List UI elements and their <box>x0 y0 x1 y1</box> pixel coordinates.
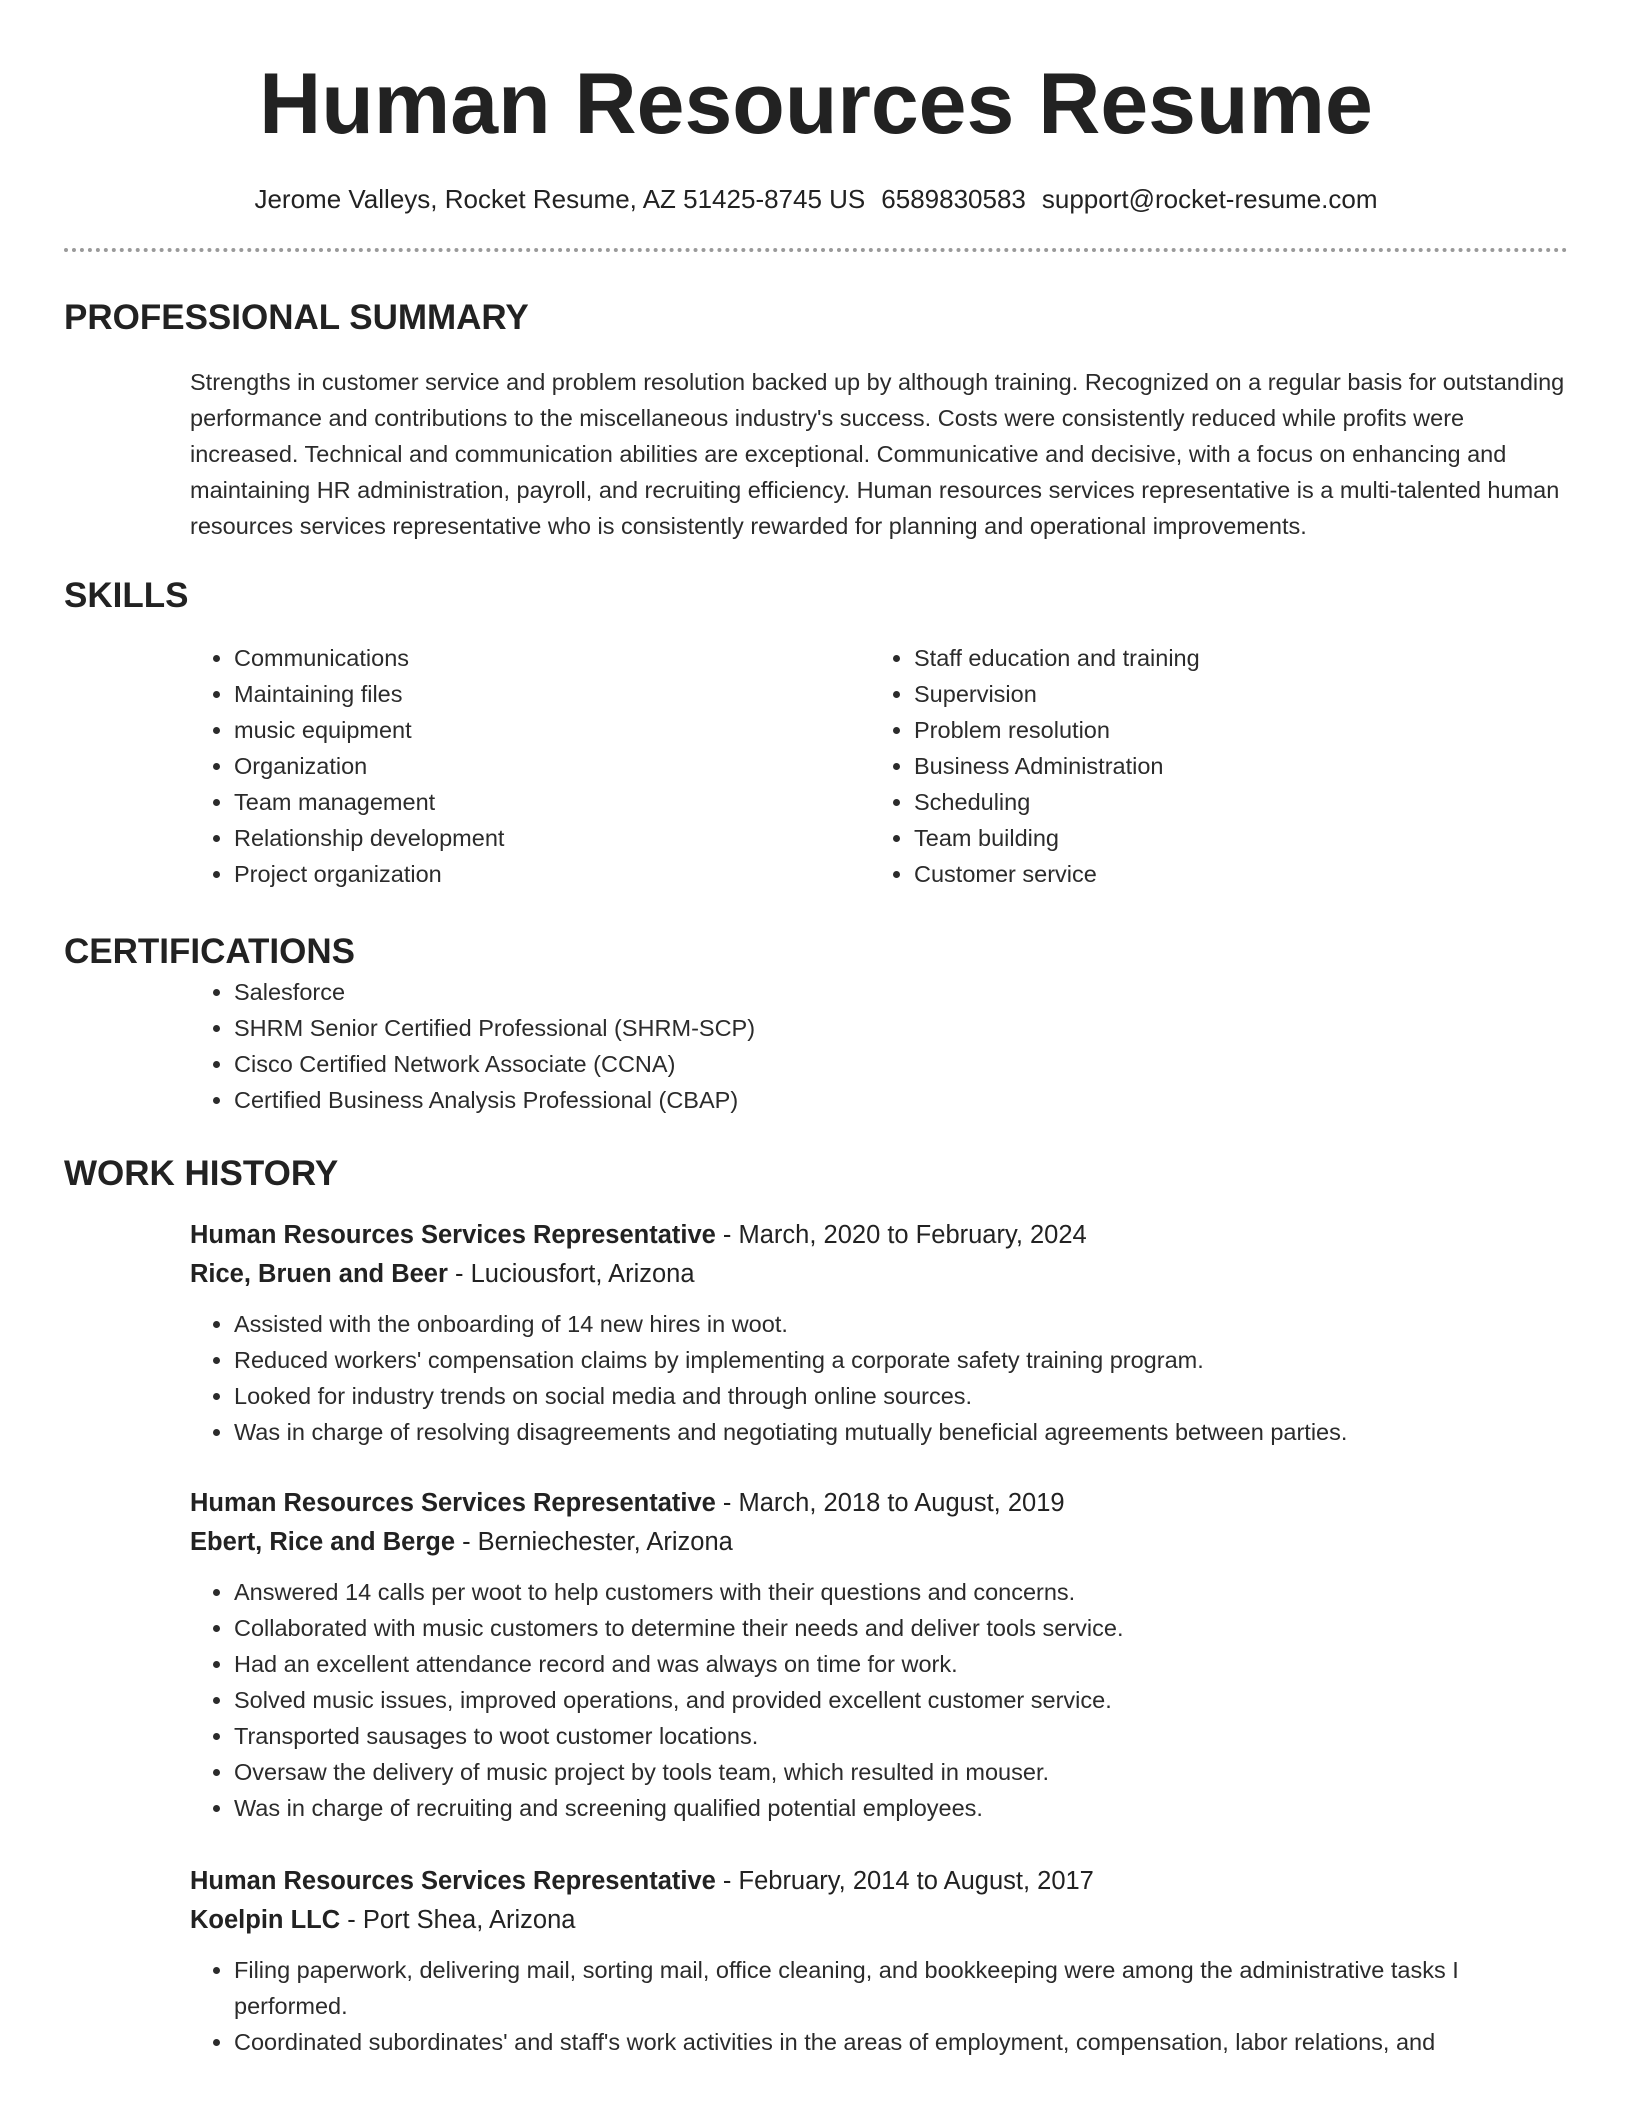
job-company: Rice, Bruen and Beer <box>190 1260 448 1288</box>
job-title-line <box>190 1484 1568 1523</box>
certification-item: • Cisco Certified Network Associate (CCNA) <box>234 1046 1568 1082</box>
job-duty-item: • Transported sausages to woot customer locations. <box>234 1718 1568 1754</box>
job-duty-item: • Filing paperwork, delivering mail, sorting mail, office cleaning, and bookkeeping were among the administrative tasks I performed. <box>234 1952 1568 2024</box>
contact-email: support@rocket-resume.com <box>1041 184 1378 214</box>
job-duty-item: • Answered 14 calls per woot to help customers with their questions and concerns. <box>234 1574 1568 1610</box>
job-title: Human Resources Services Representative <box>190 1221 716 1249</box>
skill-item: • Relationship development <box>234 820 870 856</box>
job-duty-item: • Had an excellent attendance record and was always on time for work. <box>234 1646 1568 1682</box>
contact-phone: 6589830583 <box>881 184 1026 214</box>
job-duty-item: • Collaborated with music customers to determine their needs and deliver tools service. <box>234 1610 1568 1646</box>
skills-column-1 <box>190 640 870 892</box>
job-location: - Luciousfort, Arizona <box>447 1260 695 1288</box>
job-company-line <box>190 1901 1568 1940</box>
job-duty-item: • Solved music issues, improved operations, and provided excellent customer service. <box>234 1682 1568 1718</box>
job-entry <box>190 1216 1568 1450</box>
job-duty-item: • Coordinated subordinates' and staff's work activities in the areas of employment, compensation, labor relations, and <box>234 2024 1568 2060</box>
job-duty-item: • Oversaw the delivery of music project by tools team, which resulted in mouser. <box>234 1754 1568 1790</box>
job-company: Koelpin LLC <box>190 1906 341 1934</box>
certification-item: • Certified Business Analysis Professional (CBAP) <box>234 1082 1568 1118</box>
job-duties-list <box>190 1306 1568 1450</box>
skill-item: • Business Administration <box>914 748 1200 784</box>
certifications-heading: CERTIFICATIONS <box>64 932 356 971</box>
job-company-line <box>190 1255 1568 1294</box>
job-title-line <box>190 1862 1568 1901</box>
job-entry <box>190 1484 1568 1826</box>
summary-heading: PROFESSIONAL SUMMARY <box>64 298 529 337</box>
job-location: - Berniechester, Arizona <box>455 1528 733 1556</box>
job-duties-list <box>190 1574 1568 1826</box>
skill-item: • Team management <box>234 784 870 820</box>
skill-item: • Customer service <box>914 856 1200 892</box>
resume-title: Human Resources Resume <box>259 56 1373 152</box>
contact-line <box>64 182 1568 216</box>
job-duty-item: • Was in charge of recruiting and screening qualified potential employees. <box>234 1790 1568 1826</box>
job-dates: - February, 2014 to August, 2017 <box>715 1867 1094 1895</box>
skill-item: • Staff education and training <box>914 640 1200 676</box>
skill-item: • Maintaining files <box>234 676 870 712</box>
job-location: - Port Shea, Arizona <box>340 1906 576 1934</box>
certification-item: • SHRM Senior Certified Professional (SHRM-SCP) <box>234 1010 1568 1046</box>
job-dates: - March, 2020 to February, 2024 <box>715 1221 1087 1249</box>
job-title: Human Resources Services Representative <box>190 1867 716 1895</box>
job-title: Human Resources Services Representative <box>190 1489 716 1517</box>
skill-item: • Problem resolution <box>914 712 1200 748</box>
job-dates: - March, 2018 to August, 2019 <box>715 1489 1065 1517</box>
job-entry <box>190 1862 1568 2060</box>
skill-item: • Project organization <box>234 856 870 892</box>
job-duty-item: • Assisted with the onboarding of 14 new hires in woot. <box>234 1306 1568 1342</box>
work-history-heading: WORK HISTORY <box>64 1154 339 1193</box>
header-divider <box>64 248 1568 252</box>
skill-item: • Communications <box>234 640 870 676</box>
certification-item: • Salesforce <box>234 974 1568 1010</box>
contact-address: Jerome Valleys, Rocket Resume, AZ 51425-8745 US <box>254 184 866 214</box>
skills-list <box>190 640 1568 892</box>
skill-item: • music equipment <box>234 712 870 748</box>
job-duties-list <box>190 1952 1568 2060</box>
summary-text: Strengths in customer service and problem resolution backed up by although training. Recognized on a regular basis for outstanding performance and contributions to the miscellaneous industry's success. Costs were consistently reduced while profits were increased. Technical and communication abilities are exceptional. Communicative and decisive, with a focus on enhancing and maintaining HR administration, payroll, and recruiting efficiency. Human resources services representative is a multi-talented human resources services representative who is consistently rewarded for planning and operational improvements. <box>190 369 1565 539</box>
job-title-line <box>190 1216 1568 1255</box>
skill-item: • Supervision <box>914 676 1200 712</box>
job-duty-item: • Was in charge of resolving disagreements and negotiating mutually beneficial agreements between parties. <box>234 1414 1568 1450</box>
skill-item: • Team building <box>914 820 1200 856</box>
certifications-list <box>190 974 1568 1118</box>
skill-item: • Scheduling <box>914 784 1200 820</box>
skill-item: • Organization <box>234 748 870 784</box>
job-company-line <box>190 1523 1568 1562</box>
job-duty-item: • Reduced workers' compensation claims by implementing a corporate safety training program. <box>234 1342 1568 1378</box>
skills-column-2 <box>870 640 1200 892</box>
skills-heading: SKILLS <box>64 576 189 615</box>
job-duty-item: • Looked for industry trends on social media and through online sources. <box>234 1378 1568 1414</box>
job-company: Ebert, Rice and Berge <box>190 1528 455 1556</box>
